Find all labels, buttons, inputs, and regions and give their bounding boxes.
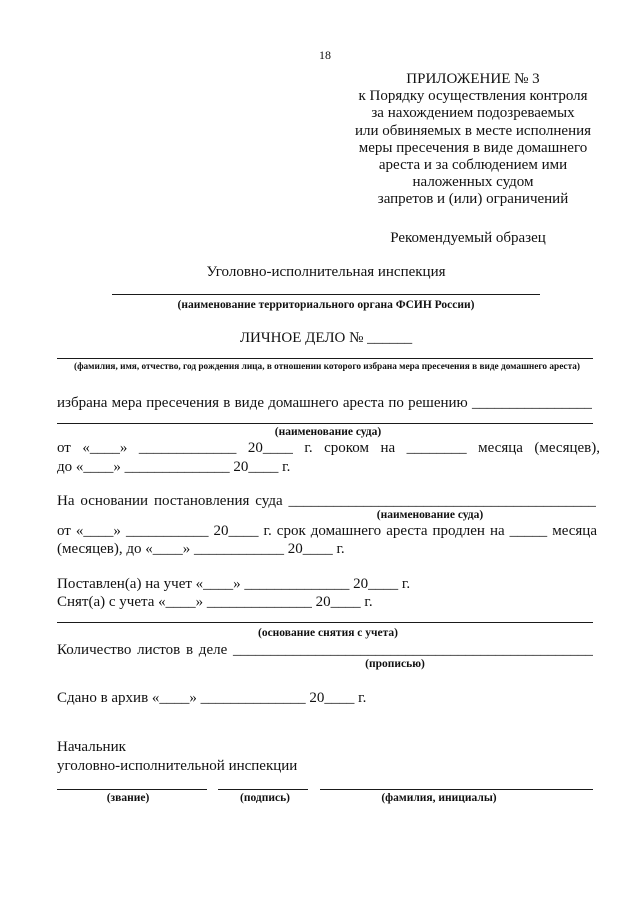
court-caption: (наименование суда) — [274, 426, 382, 438]
registered-line: Поставлен(а) на учет «____» ______________ 20____ г. — [57, 576, 411, 592]
deregistered-line: Снят(а) с учета «____» ______________ 20____ г. — [57, 594, 373, 610]
appendix-line: к Порядку осуществления контроля — [358, 88, 588, 105]
sheets-count-line: Количество листов в деле ________________________________________________ — [57, 642, 593, 658]
extension-line-2: от «____» ___________ 20____ г. срок домашнего ареста продлен на _____ месяца — [57, 523, 597, 539]
name-rule — [320, 789, 593, 790]
name-caption: (фамилия, инициалы) — [381, 792, 497, 804]
measure-line-1: избрана мера пресечения в виде домашнего ареста по решению ________________ — [57, 395, 592, 411]
sheets-count-caption: (прописью) — [365, 658, 425, 670]
appendix-block — [345, 71, 601, 209]
rank-caption: (звание) — [106, 792, 150, 804]
signer-position-line-1: Начальник — [57, 739, 126, 755]
extension-line-3: (месяцев), до «____» ____________ 20____ г. — [57, 541, 345, 557]
appendix-line: запретов и (или) ограничений — [377, 191, 569, 208]
signer-position-line-2: уголовно-исполнительной инспекции — [57, 758, 298, 774]
case-title: ЛИЧНОЕ ДЕЛО № ______ — [239, 330, 413, 346]
extension-court-caption: (наименование суда) — [376, 509, 484, 521]
person-name-rule — [57, 358, 593, 359]
appendix-title: ПРИЛОЖЕНИЕ № 3 — [406, 71, 540, 87]
extension-line-1: На основании постановления суда _________________________________________ — [57, 493, 596, 509]
appendix-line: меры пресечения в виде домашнего — [358, 139, 588, 156]
page-number: 18 — [319, 48, 331, 62]
inspection-caption: (наименование территориального органа ФСИН России) — [177, 299, 475, 311]
appendix-line: или обвиняемых в месте исполнения — [354, 122, 592, 139]
sample-label: Рекомендуемый образец — [390, 230, 546, 246]
deregistration-basis-caption: (основание снятия с учета) — [258, 627, 398, 639]
rank-rule — [57, 789, 207, 790]
court-name-rule — [57, 423, 593, 424]
appendix-line: наложенных судом — [412, 174, 534, 191]
archive-line: Сдано в архив «____» ______________ 20____ г. — [57, 690, 367, 706]
inspection-name: Уголовно-исполнительная инспекция — [206, 264, 446, 280]
signature-caption: (подпись) — [240, 792, 290, 804]
inspection-name-rule — [112, 294, 540, 295]
deregistration-basis-rule — [57, 622, 593, 623]
person-caption: (фамилия, имя, отчество, год рождения лица, в отношении которого избрана мера пресечения в виде домашнего ареста) — [73, 362, 580, 372]
measure-line-3: до «____» ______________ 20____ г. — [57, 459, 291, 475]
measure-line-2: от «____» _____________ 20____ г. сроком на ________ месяца (месяцев), — [57, 440, 600, 456]
signature-rule — [218, 789, 308, 790]
appendix-line: за нахождением подозреваемых — [371, 105, 575, 122]
appendix-line: ареста и за соблюдением ими — [378, 157, 568, 174]
